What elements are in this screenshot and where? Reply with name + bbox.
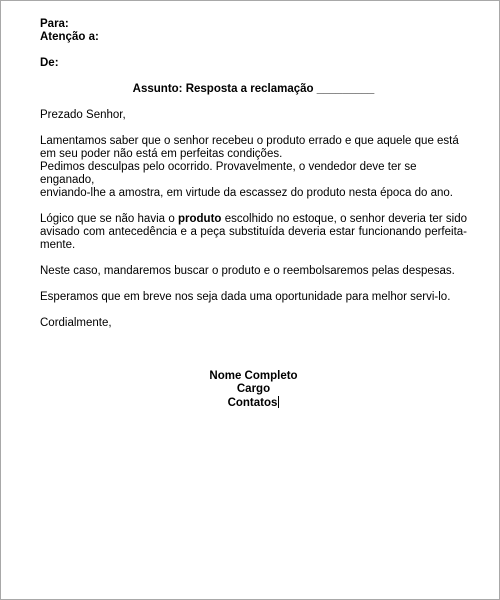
paragraph-1-line-4: enviando-lhe a amostra, em virtude da escassez do produto nesta época do ano.: [40, 187, 453, 199]
sender-label: De:: [40, 57, 59, 69]
signature-block: [40, 370, 467, 410]
paragraph-1-line-2: em seu poder não está em perfeitas condições.: [40, 148, 283, 160]
paragraph-2-text-b: escolhido no estoque, o senhor deveria ter sido avisado com antecedência e a peça substituída deveria estar funcionando perfeita-mente.: [40, 213, 467, 251]
paragraph-2-text-a: Lógico que se não havia o: [40, 213, 178, 225]
closing: Cordialmente,: [40, 317, 112, 329]
paragraph-1: [40, 135, 467, 200]
paragraph-1-line-3: Pedimos desculpas pelo ocorrido. Provavelmente, o vendedor deve ter se enganado,: [40, 161, 417, 186]
paragraph-1-line-1: Lamentamos saber que o senhor recebeu o produto errado e que aquele que está: [40, 135, 459, 147]
attention-label: Atenção a:: [40, 31, 99, 43]
greeting: Prezado Senhor,: [40, 109, 126, 121]
paragraph-3: Neste caso, mandaremos buscar o produto e o reembolsaremos pelas despesas.: [40, 265, 455, 277]
paragraph-2-bold: produto: [178, 213, 222, 225]
paragraph-2: [40, 213, 467, 252]
signature-contacts-row[interactable]: [40, 396, 467, 410]
recipient-label: Para:: [40, 18, 69, 30]
signature-role: Cargo: [236, 383, 271, 395]
signature-contacts: Contatos: [227, 397, 278, 409]
letter-document: [40, 18, 467, 410]
signature-name: Nome Completo: [209, 370, 298, 382]
text-cursor-icon: [278, 396, 279, 408]
subject-line: Assunto: Resposta a reclamação _________: [132, 83, 375, 95]
paragraph-4: Esperamos que em breve nos seja dada uma oportunidade para melhor servi-lo.: [40, 291, 451, 303]
